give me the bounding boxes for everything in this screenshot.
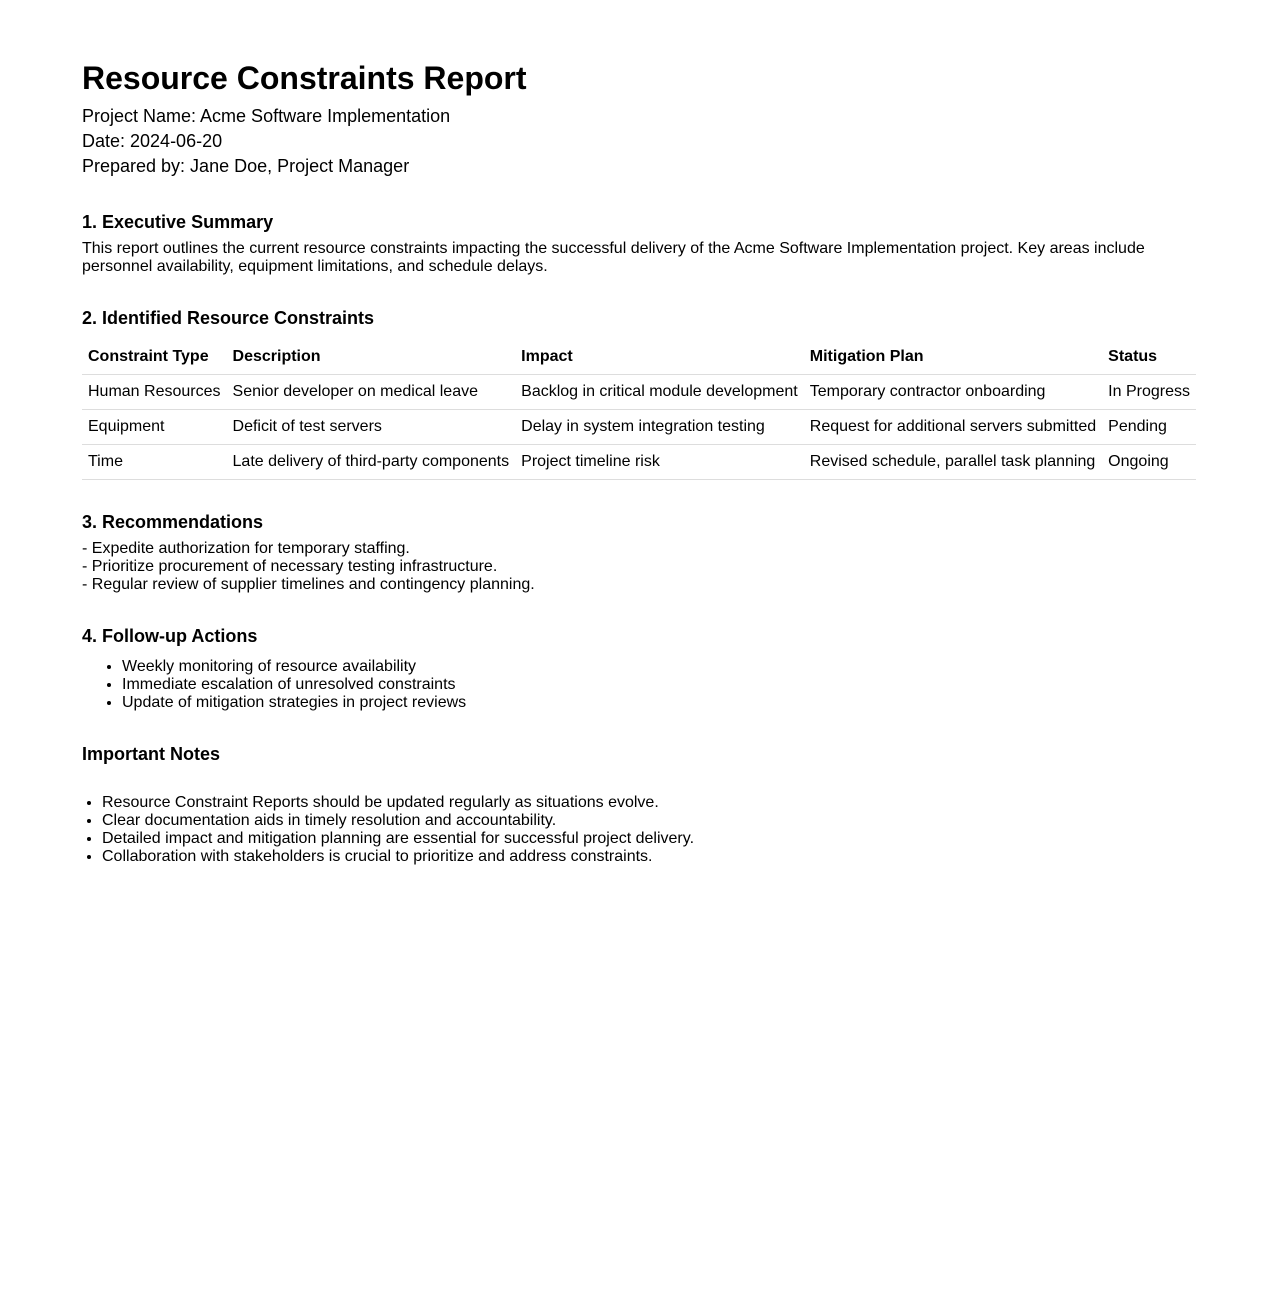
- table-cell: Revised schedule, parallel task planning: [804, 445, 1102, 480]
- follow-up-section: [82, 624, 1196, 712]
- project-name: Project Name: Acme Software Implementation: [82, 106, 451, 126]
- table-cell: Temporary contractor onboarding: [804, 375, 1102, 410]
- table-row: [82, 375, 1196, 410]
- table-cell: Human Resources: [82, 375, 227, 410]
- report-title: Resource Constraints Report: [82, 60, 527, 96]
- follow-up-list: [82, 658, 1196, 712]
- column-header: Constraint Type: [82, 340, 227, 375]
- recommendation-item: - Regular review of supplier timelines and contingency planning.: [82, 576, 535, 593]
- table-header-row: [82, 340, 1196, 375]
- table-cell: Senior developer on medical leave: [227, 375, 516, 410]
- table-cell: Request for additional servers submitted: [804, 410, 1102, 445]
- table-cell: Late delivery of third-party components: [227, 445, 516, 480]
- list-item: • Immediate escalation of unresolved constraints: [122, 676, 1196, 694]
- table-cell: Time: [82, 445, 227, 480]
- recommendation-item: - Prioritize procurement of necessary testing infrastructure.: [82, 558, 498, 575]
- executive-summary-heading: 1. Executive Summary: [82, 212, 274, 232]
- important-notes-section: [82, 742, 1196, 866]
- column-header: Description: [227, 340, 516, 375]
- list-item: • Resource Constraint Reports should be updated regularly as situations evolve.: [102, 794, 1196, 812]
- recommendation-item: - Expedite authorization for temporary staffing.: [82, 540, 410, 557]
- table-cell: Backlog in critical module development: [515, 375, 804, 410]
- constraints-section: [82, 306, 1196, 480]
- important-notes-list: [82, 794, 1196, 866]
- important-notes-heading: Important Notes: [82, 744, 221, 764]
- executive-summary-text: This report outlines the current resource constraints impacting the successful delivery of the Acme Software Implementation project. Key areas include personnel availability, equipment limitations, and schedule delays.: [82, 240, 1145, 275]
- recommendations-list: [82, 540, 1196, 594]
- table-cell: Project timeline risk: [515, 445, 804, 480]
- table-cell: Pending: [1102, 410, 1196, 445]
- table-row: [82, 445, 1196, 480]
- executive-summary-section: [82, 210, 1196, 276]
- constraints-table: [82, 340, 1196, 480]
- report-date: Date: 2024-06-20: [82, 131, 223, 151]
- constraints-heading: 2. Identified Resource Constraints: [82, 308, 375, 328]
- column-header: Impact: [515, 340, 804, 375]
- recommendations-heading: 3. Recommendations: [82, 512, 264, 532]
- follow-up-heading: 4. Follow-up Actions: [82, 626, 258, 646]
- list-item: • Clear documentation aids in timely resolution and accountability.: [102, 812, 1196, 830]
- recommendations-section: [82, 510, 1196, 594]
- prepared-by: Prepared by: Jane Doe, Project Manager: [82, 156, 410, 176]
- table-cell: Deficit of test servers: [227, 410, 516, 445]
- table-cell: In Progress: [1102, 375, 1196, 410]
- list-item: • Weekly monitoring of resource availability: [122, 658, 1196, 676]
- table-cell: Ongoing: [1102, 445, 1196, 480]
- table-cell: Equipment: [82, 410, 227, 445]
- list-item: • Detailed impact and mitigation planning are essential for successful project delivery.: [102, 830, 1196, 848]
- table-cell: Delay in system integration testing: [515, 410, 804, 445]
- list-item: • Collaboration with stakeholders is crucial to prioritize and address constraints.: [102, 848, 1196, 866]
- column-header: Mitigation Plan: [804, 340, 1102, 375]
- list-item: • Update of mitigation strategies in project reviews: [122, 694, 1196, 712]
- column-header: Status: [1102, 340, 1196, 375]
- table-row: [82, 410, 1196, 445]
